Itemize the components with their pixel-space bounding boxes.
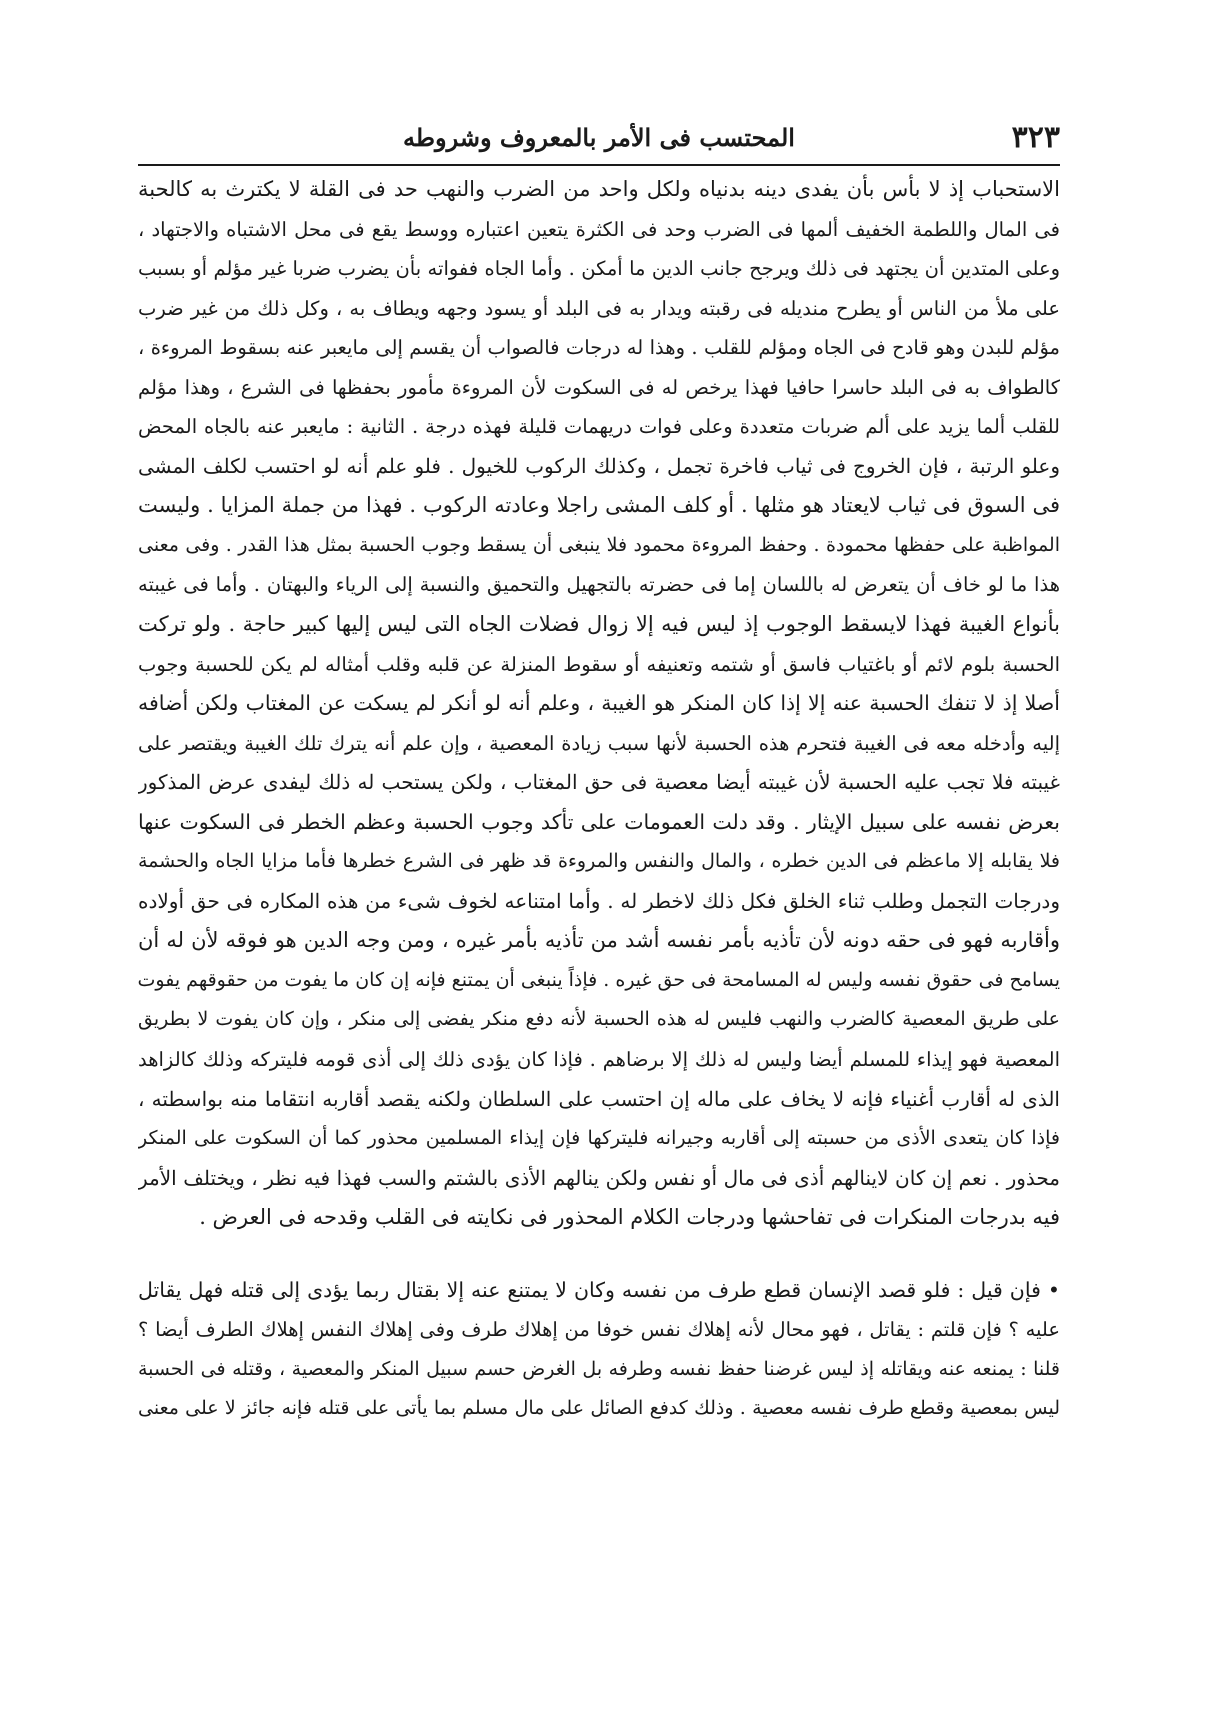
page-number: ٣٢٣ [1011, 120, 1060, 155]
running-title: المحتسب فى الأمر بالمعروف وشروطه [403, 123, 795, 152]
text-line: فإذا كان يتعدى الأذى من حسبته إلى أقاربه وجيرانه فليتركها فإن إيذاء المسلمين محذور كما أن السكوت على المنكر [138, 1127, 1060, 1150]
text-line: الاستحباب إذ لا بأس بأن يفدى دينه بدنياه ولكل واحد من الضرب والنهب حد فى القلة لا يكترث به كالحبة [138, 177, 1060, 201]
text-line: قلنا : يمنعه عنه ويقاتله إذ ليس غرضنا حفظ نفسه وطرفه بل الغرض حسم سبيل المنكر والمعصية ، وقتله فى الحسبة [138, 1357, 1060, 1380]
text-line: عليه ؟ فإن قلتم : يقاتل ، فهو محال لأنه إهلاك نفس خوفا من إهلاك طرف وفى إهلاك النفس إهلاك الطرف أيضا ؟ [138, 1318, 1060, 1342]
text-line: • فإن قيل : فلو قصد الإنسان قطع طرف من نفسه وكان لا يمتنع عنه إلا بقتال ربما يؤدى إلى قتله فهل يقاتل [138, 1277, 1060, 1302]
text-line: فى المال واللطمة الخفيف ألمها فى الضرب وحد فى الكثرة يتعين اعتباره ووسط يقع فى محل الاشتباه والاجتهاد ، [138, 217, 1060, 241]
text-line: يسامح فى حقوق نفسه وليس له المسامحة فى حق غيره . فإذاً ينبغى أن يمتنع فإنه إن كان ما يفوت من حقوقهم يفوت [138, 968, 1060, 991]
paragraph-2 [138, 1271, 1060, 1429]
text-line: فيه بدرجات المنكرات فى تفاحشها ودرجات الكلام المحذور فى نكايته فى القلب وقدحه فى العرض . [199, 1205, 1060, 1230]
text-line: هذا ما لو خاف أن يتعرض له باللسان إما فى حضرته بالتجهيل والتحميق والنسبة إلى الرياء والبهتان . وأما فى غيبته [138, 573, 1060, 597]
text-line: الحسبة بلوم لائم أو باغتياب فاسق أو شتمه وتعنيفه أو سقوط المنزلة عن قلبه وقلب أمثاله لم يكن للحسبة وجوب [138, 652, 1060, 676]
text-line: بعرض نفسه على سبيل الإيثار . وقد دلت العمومات على تأكد وجوب الحسبة وعظم الخطر فى السكوت عنها [138, 809, 1060, 834]
text-line: فى السوق فى ثياب لايعتاد هو مثلها . أو كلف المشى راجلا وعادته الركوب . فهذا من جملة المزايا . وليست [138, 493, 1060, 518]
text-line: إليه وأدخله معه فى الغيبة فتحرم هذه الحسبة لأنها سبب زيادة المعصية ، وإن علم أنه يترك تلك الغيبة ويقتصر على [138, 731, 1060, 755]
header-rule [138, 164, 1060, 166]
text-line: وعلى المتدين أن يجتهد فى ذلك ويرجح جانب الدين ما أمكن . وأما الجاه ففواته بأن يضرب ضربا غير مؤلم أو بسبب [138, 257, 1060, 281]
text-line: بأنواع الغيبة فهذا لايسقط الوجوب إذ ليس فيه إلا زوال فضلات الجاه التى ليس إليها كبير حاجة . ولو تركت [138, 612, 1060, 637]
paragraph-spacer [138, 1238, 1060, 1271]
text-line: كالطواف به فى البلد حاسرا حافيا فهذا يرخص له فى السكوت لأن المروءة مأمور بحفظها فى الشرع ، وهذا مؤلم [138, 375, 1060, 399]
text-line: للقلب ألما يزيد على ألم ضربات متعددة وعلى فوات دريهمات قليلة فهذه درجة . الثانية : مايعبر عنه بالجاه المحض [138, 415, 1060, 439]
text-line: وأقاربه فهو فى حقه دونه لأن تأذيه بأمر نفسه أشد من تأذيه بأمر غيره ، ومن وجه الدين هو فوقه لأن له أن [138, 928, 1060, 953]
body-text [138, 170, 1060, 1429]
text-line: مؤلم للبدن وهو قادح فى الجاه ومؤلم للقلب . وهذا له درجات فالصواب أن يقسم إلى مايعبر عنه بسقوط المروءة ، [138, 336, 1060, 360]
text-line: أصلا إذ لا تنفك الحسبة عنه إلا إذا كان المنكر هو الغيبة ، وعلم أنه لو أنكر لم يسكت عن المغتاب ولكن أضافه [138, 691, 1060, 716]
text-line: المعصية فهو إيذاء للمسلم أيضا وليس له ذلك إلا برضاهم . فإذا كان يؤدى ذلك إلى أذى قومه فليتركه وذلك كالزاهد [138, 1048, 1060, 1072]
text-line: فلا يقابله إلا ماعظم فى الدين خطره ، والمال والنفس والمروءة قد ظهر فى الشرع خطرها فأما مزايا الجاه والحشمة [138, 850, 1060, 873]
text-line: وعلو الرتبة ، فإن الخروج فى ثياب فاخرة تجمل ، وكذلك الركوب للخيول . فلو علم أنه لو احتسب لكلف المشى [138, 453, 1060, 478]
text-line: على ملأ من الناس أو يطرح منديله فى رقبته ويدار به فى البلد أو يسود وجهه ويطاف به ، وكل ذلك من غير ضرب [138, 296, 1060, 320]
text-line: المواظبة على حفظها محمودة . وحفظ المروءة محمود فلا ينبغى أن يسقط وجوب الحسبة بمثل هذا القدر . وفى معنى [138, 533, 1060, 556]
paragraph-1 [138, 170, 1060, 1238]
page-header [138, 118, 1060, 158]
text-line: ودرجات التجمل وطلب ثناء الخلق فكل ذلك لاخطر له . وأما امتناعه لخوف شىء من هذه المكاره فى حق أولاده [138, 888, 1060, 913]
text-line: ليس بمعصية وقطع طرف نفسه معصية . وذلك كدفع الصائل على مال مسلم بما يأتى على قتله فإنه جائز لا على معنى [138, 1397, 1060, 1420]
text-line: غيبته فلا تجب عليه الحسبة لأن غيبته أيضا معصية فى حق المغتاب ، ولكن يستحب له ذلك ليفدى عرض المذكور [138, 770, 1060, 795]
text-line: على طريق المعصية كالضرب والنهب فليس له هذه الحسبة لأنه دفع منكر يفضى إلى منكر ، وإن كان يفوت لا بطريق [138, 1008, 1060, 1031]
text-line: محذور . نعم إن كان لاينالهم أذى فى مال أو نفس ولكن ينالهم الأذى بالشتم والسب فهذا فيه نظر ، ويختلف الأمر [138, 1165, 1060, 1190]
text-line: الذى له أقارب أغنياء فإنه لا يخاف على ماله إن احتسب على السلطان ولكنه يقصد أقاربه انتقاما منه بواسطته ، [138, 1086, 1060, 1111]
